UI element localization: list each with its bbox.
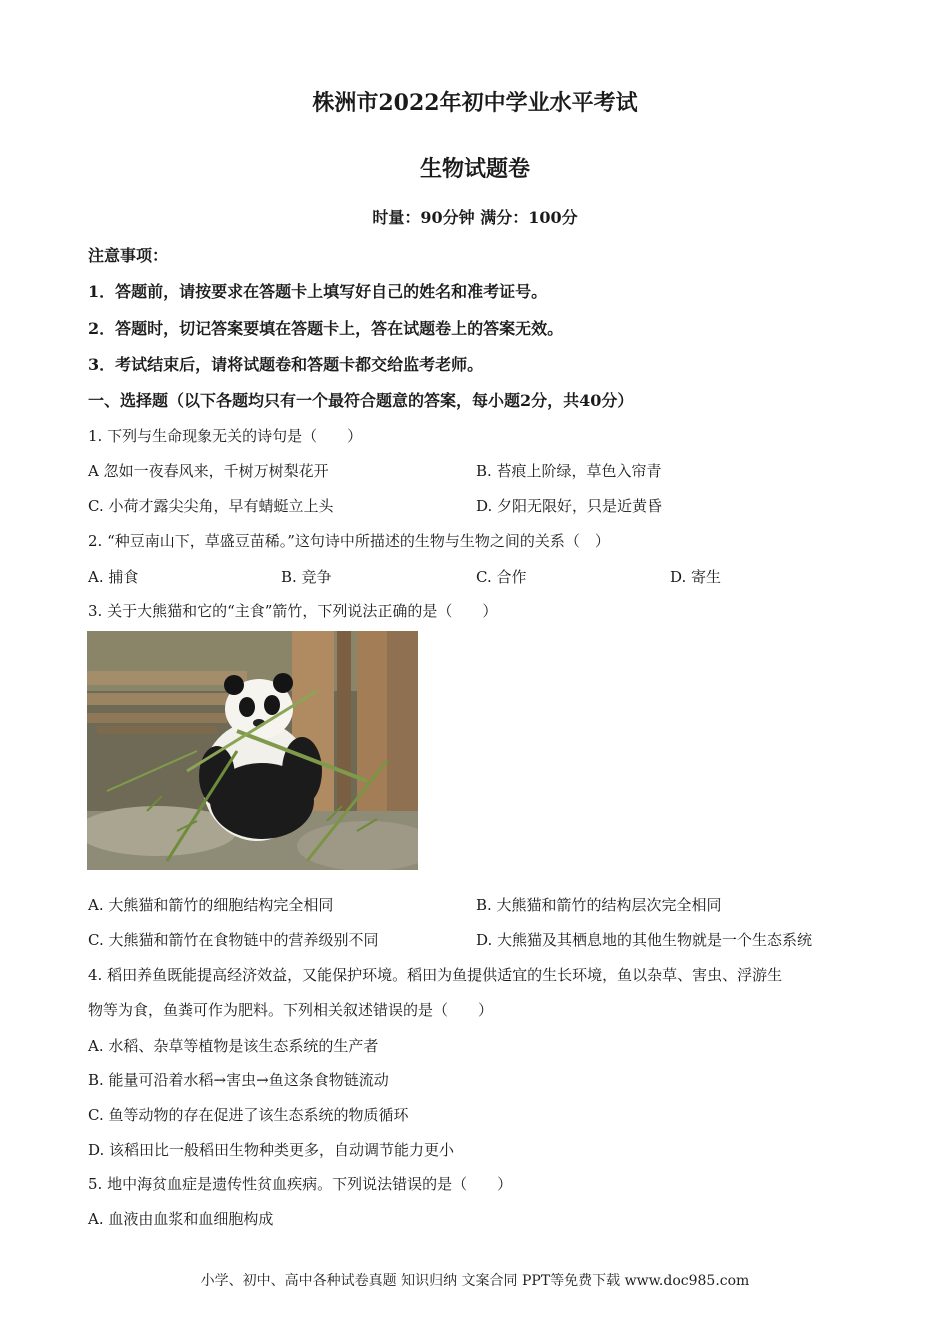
option-c: C. 鱼等动物的存在促进了该生态系统的物质循环 (88, 1106, 409, 1124)
option-a: A 忽如一夜春风来，千树万树梨花开 (88, 462, 329, 480)
option-b: B. 苔痕上阶绿，草色入帘青 (476, 462, 662, 480)
option-a: A. 血液由血浆和血细胞构成 (88, 1210, 274, 1228)
page-footer: 小学、初中、高中各种试卷真题 知识归纳 文案合同 PPT等免费下载 www.doc985.com (200, 1273, 750, 1289)
option-a: A. 水稻、杂草等植物是该生态系统的生产者 (88, 1037, 379, 1055)
option-d: D. 寄生 (670, 568, 722, 586)
question-stem: 2. “种豆南山下，草盛豆苗稀。”这句诗中所描述的生物与生物之间的关系（ ） (88, 532, 610, 550)
notice-item: 2．答题时，切记答案要填在答题卡上，答在试题卷上的答案无效。 (88, 319, 564, 338)
notice-item: 1．答题前，请按要求在答题卡上填写好自己的姓名和准考证号。 (88, 282, 548, 301)
option-d: D. 该稻田比一般稻田生物种类更多，自动调节能力更小 (88, 1141, 455, 1159)
question-stem: 3. 关于大熊猫和它的“主食”箭竹，下列说法正确的是（ ） (88, 602, 498, 620)
option-d: D. 大熊猫及其栖息地的其他生物就是一个生态系统 (476, 931, 813, 949)
option-b: B. 大熊猫和箭竹的结构层次完全相同 (476, 896, 722, 914)
notice-heading: 注意事项： (88, 246, 169, 265)
question-stem: 4. 稻田养鱼既能提高经济效益，又能保护环境。稻田为鱼提供适宜的生长环境，鱼以杂草、害虫、浮游生 (88, 966, 783, 984)
panda-photo (87, 631, 418, 870)
question-stem: 5. 地中海贫血症是遗传性贫血疾病。下列说法错误的是（ ） (88, 1175, 513, 1193)
option-b: B. 能量可沿着水稻→害虫→鱼这条食物链流动 (88, 1071, 389, 1089)
question-stem-continued: 物等为食，鱼粪可作为肥料。下列相关叙述错误的是（ ） (88, 1001, 494, 1019)
question-stem: 1. 下列与生命现象无关的诗句是（ ） (88, 427, 363, 445)
exam-title: 株洲市2022年初中学业水平考试 (312, 90, 638, 116)
option-c: C. 大熊猫和箭竹在食物链中的营养级别不同 (88, 931, 379, 949)
option-d: D. 夕阳无限好，只是近黄昏 (476, 497, 663, 515)
option-a: A. 捕食 (88, 568, 139, 586)
notice-item: 3．考试结束后，请将试题卷和答题卡都交给监考老师。 (88, 355, 484, 374)
option-a: A. 大熊猫和箭竹的细胞结构完全相同 (88, 896, 334, 914)
exam-meta: 时量：90分钟 满分：100分 (372, 208, 578, 227)
option-c: C. 小荷才露尖尖角，早有蜻蜓立上头 (88, 497, 334, 515)
exam-subtitle: 生物试题卷 (419, 156, 530, 182)
option-b: B. 竞争 (281, 568, 332, 586)
option-c: C. 合作 (476, 568, 527, 586)
section-heading: 一、选择题（以下各题均只有一个最符合题意的答案，每小题2分，共40分） (88, 391, 634, 410)
